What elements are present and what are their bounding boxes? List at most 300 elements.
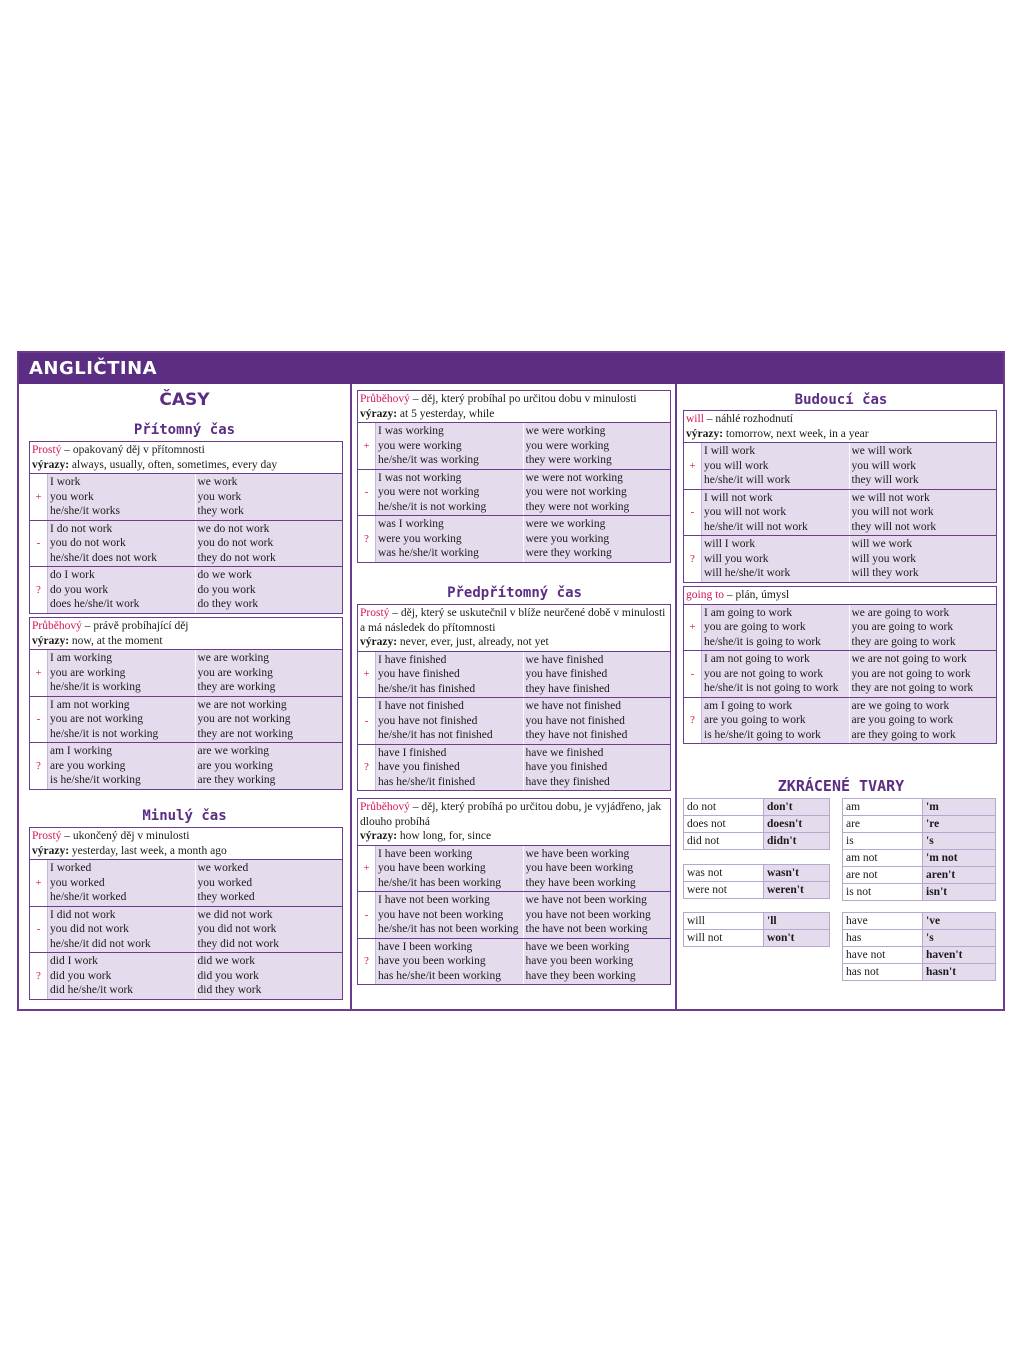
expressions-text: now, at the moment [69, 634, 163, 647]
sign-marker: - [358, 470, 376, 516]
conjugation-form: he/she/it is not going to work [704, 682, 839, 694]
conjugation-form: you were working [378, 439, 462, 452]
conjugation-form: we will work [851, 445, 913, 457]
short-forms-was [683, 864, 830, 899]
full-form: will not [684, 930, 764, 946]
tense-info [684, 411, 996, 443]
conjugation-form: we have not finished [525, 700, 621, 712]
sign-marker: - [358, 892, 376, 938]
conjugation-form: have we finished [525, 746, 604, 759]
conjugation-form: you did not work [197, 923, 277, 935]
contracted-form: 'll [764, 913, 829, 929]
conjugation-form: you are working [50, 666, 126, 679]
conjugation-cell-right [524, 745, 671, 791]
conjugation-form: I have not been working [378, 894, 490, 906]
sign-marker: ? [30, 953, 48, 999]
conjugation-form: he/she/it worked [50, 891, 127, 903]
short-form-row [684, 913, 829, 929]
past-progressive-block [357, 390, 671, 563]
expressions-label: výrazy: [360, 830, 398, 842]
conjugation-form: he/she/it is going to work [704, 635, 821, 648]
conjugation-form: were you working [525, 532, 610, 545]
short-form-row [684, 832, 829, 849]
short-forms-have [842, 912, 996, 981]
conjugation-cell-left [702, 698, 850, 744]
conjugation-cell-right [196, 860, 343, 906]
conjugation-form: I have finished [378, 653, 447, 666]
full-form: has [843, 930, 923, 946]
conjugation-cell-right [196, 650, 343, 696]
conjugation-cell-left [376, 652, 524, 698]
expressions-text: never, ever, just, already, not yet [397, 636, 549, 648]
contracted-form: 's [923, 833, 995, 849]
conjugation-cell-left [376, 698, 524, 744]
contracted-form: aren't [923, 867, 995, 883]
conjugation-form: you did not work [50, 923, 129, 935]
conjugation-form: will we work [851, 538, 913, 550]
conjugation-form: we were working [525, 425, 606, 437]
contracted-form: isn't [923, 884, 995, 900]
conjugation-form: we have finished [525, 653, 604, 666]
future-will-block [683, 410, 997, 583]
full-form: do not [684, 799, 764, 815]
conjugation-form: they are working [197, 681, 276, 693]
conjugation-row [358, 697, 670, 744]
conjugation-form: he/she/it does not work [50, 551, 157, 564]
tense-info [30, 828, 342, 860]
expressions-label: výrazy: [360, 407, 398, 420]
conjugation-form: I have not finished [378, 700, 464, 712]
conjugation-row [684, 535, 996, 582]
conjugation-row [30, 566, 342, 613]
sign-marker: + [358, 846, 376, 892]
conjugation-form: you have been working [525, 862, 634, 874]
conjugation-row [684, 605, 996, 651]
conjugation-cell-left [376, 745, 524, 791]
tense-description: – náhlé rozhodnutí [703, 413, 793, 425]
short-form-row [843, 963, 995, 980]
conjugation-form: they did not work [197, 937, 279, 950]
expressions-label: výrazy: [686, 427, 724, 440]
full-form: are [843, 816, 923, 832]
conjugation-form: have they been working [525, 969, 636, 982]
conjugation-row [358, 744, 670, 791]
future-going-to-block [683, 586, 997, 744]
conjugation-form: are we working [197, 745, 270, 757]
conjugation-form: am I working [50, 745, 112, 757]
sign-marker: + [30, 650, 48, 696]
conjugation-form: I am going to work [704, 606, 793, 619]
conjugation-cell-right [850, 698, 997, 744]
sheet-title: ANGLIČTINA [29, 358, 158, 379]
sign-marker: + [684, 605, 702, 651]
conjugation-form: have you finished [378, 761, 460, 773]
conjugation-form: they will not work [851, 520, 937, 533]
expressions-label: výrazy: [360, 636, 398, 648]
sign-marker: ? [358, 745, 376, 791]
present-perfect-simple-block [357, 604, 671, 791]
conjugation-cell-left [702, 651, 850, 697]
conjugation-form: does he/she/it work [50, 598, 140, 610]
conjugation-cell-right [524, 423, 671, 469]
conjugation-form: were they working [525, 547, 612, 559]
conjugation-form: they will work [851, 474, 919, 486]
conjugation-form: are they working [197, 774, 276, 786]
conjugation-form: I work [50, 476, 81, 488]
conjugation-form: I worked [50, 862, 92, 874]
full-form: have not [843, 947, 923, 963]
conjugation-row [358, 515, 670, 562]
full-form: is not [843, 884, 923, 900]
short-form-row [843, 815, 995, 832]
sign-marker: - [358, 698, 376, 744]
tense-description: – děj, který probíhá po určitou dobu, je vyjádřeno, jak dlouho probíhá [360, 801, 662, 828]
tense-info [358, 391, 670, 423]
conjugation-row [30, 474, 342, 520]
contracted-form: 're [923, 816, 995, 832]
conjugation-form: did I work [50, 955, 98, 967]
conjugation-cell-right [524, 939, 671, 985]
conjugation-form: has he/she/it been working [378, 969, 501, 982]
short-form-row [843, 866, 995, 883]
short-forms-be [842, 798, 996, 901]
conjugation-form: you are going to work [851, 621, 954, 633]
conjugation-form: we will not work [851, 491, 930, 504]
conjugation-cell-right [850, 443, 997, 489]
conjugation-row [358, 469, 670, 516]
conjugation-form: you do not work [50, 537, 126, 549]
conjugation-row [358, 846, 670, 892]
conjugation-form: you will not work [704, 506, 787, 518]
conjugation-cell-right [850, 651, 997, 697]
full-form: does not [684, 816, 764, 832]
conjugation-form: have you been working [378, 955, 486, 967]
tense-type-label: Prostý [32, 444, 62, 456]
section-title-tenses: ČASY [159, 390, 210, 410]
conjugation-row [30, 952, 342, 999]
conjugation-form: he/she/it will not work [704, 520, 808, 533]
conjugation-cell-left [48, 953, 196, 999]
tense-description: – opakovaný děj v přítomnosti [61, 444, 205, 456]
sign-marker: + [358, 652, 376, 698]
full-form: will [684, 913, 764, 929]
conjugation-cell-left [376, 470, 524, 516]
conjugation-cell-right [850, 490, 997, 536]
expressions-text: tomorrow, next week, in a year [723, 427, 869, 440]
contracted-form: won't [764, 930, 829, 946]
short-form-row [843, 799, 995, 815]
full-form: am [843, 799, 923, 815]
conjugation-form: they have been working [525, 876, 636, 889]
conjugation-form: he/she/it has finished [378, 682, 476, 695]
conjugation-form: you are not going to work [704, 667, 824, 680]
conjugation-form: he/she/it has not been working [378, 923, 519, 935]
conjugation-form: he/she/it did not work [50, 937, 151, 950]
conjugation-form: have I been working [378, 940, 473, 953]
expressions-label: výrazy: [32, 844, 70, 857]
conjugation-cell-right [196, 953, 343, 999]
expressions-label: výrazy: [32, 634, 70, 647]
tense-info [30, 618, 342, 650]
conjugation-cell-right [850, 605, 997, 651]
present-simple-block [29, 441, 343, 614]
conjugation-row [30, 696, 342, 743]
conjugation-form: you will work [851, 459, 917, 472]
conjugation-form: he/she/it is not working [50, 727, 159, 740]
conjugation-form: he/she/it will work [704, 474, 791, 486]
conjugation-form: have I finished [378, 746, 447, 759]
conjugation-form: he/she/it is working [50, 681, 141, 693]
short-forms-title: ZKRÁCENÉ TVARY [777, 777, 905, 795]
tense-type-label: Průběhový [32, 620, 82, 632]
conjugation-cell-left [702, 490, 850, 536]
conjugation-form: I do not work [50, 522, 113, 535]
conjugation-cell-right [196, 743, 343, 789]
conjugation-cell-right [524, 846, 671, 892]
column-right [675, 384, 1005, 1009]
conjugation-form: are you going to work [851, 714, 954, 726]
conjugation-cell-left [376, 939, 524, 985]
conjugation-cell-left [702, 536, 850, 582]
tense-description: – děj, který se uskutečnil v blíže neurčené době v minulosti a má následek do přítomnosti [360, 607, 666, 634]
conjugation-form: did you work [197, 969, 259, 982]
conjugation-form: he/she/it has not finished [378, 729, 493, 741]
conjugation-form: were we working [525, 518, 606, 530]
conjugation-form: you were not working [378, 486, 480, 498]
conjugation-cell-left [48, 697, 196, 743]
short-form-row [843, 946, 995, 963]
conjugation-form: you have been working [378, 862, 486, 874]
sign-marker: ? [358, 516, 376, 562]
short-form-row [843, 929, 995, 946]
conjugation-form: I am working [50, 652, 112, 664]
conjugation-cell-right [196, 474, 343, 520]
conjugation-cell-right [196, 521, 343, 567]
conjugation-row [358, 423, 670, 469]
conjugation-form: you worked [197, 876, 253, 889]
full-form: is [843, 833, 923, 849]
tense-info [684, 587, 996, 605]
conjugation-form: are you going to work [704, 714, 806, 726]
conjugation-form: are we going to work [851, 699, 950, 712]
conjugation-cell-right [196, 697, 343, 743]
sign-marker: - [684, 651, 702, 697]
column-middle [350, 384, 677, 1009]
conjugation-cell-left [48, 474, 196, 520]
tense-type-label: Prostý [32, 830, 62, 842]
conjugation-cell-left [702, 605, 850, 651]
conjugation-form: they are going to work [851, 635, 956, 648]
tense-description: – ukončený děj v minulosti [61, 830, 190, 842]
conjugation-form: we have not been working [525, 894, 647, 906]
sign-marker: - [684, 490, 702, 536]
full-form: did not [684, 833, 764, 849]
conjugation-row [684, 489, 996, 536]
full-form: have [843, 913, 923, 929]
expressions-text: yesterday, last week, a month ago [69, 844, 227, 857]
conjugation-cell-left [48, 860, 196, 906]
tense-description: – děj, který probíhal po určitou dobu v minulosti [409, 393, 637, 405]
contracted-form: 've [923, 913, 995, 929]
conjugation-row [30, 742, 342, 789]
conjugation-form: he/she/it has been working [378, 876, 501, 889]
conjugation-form: will he/she/it work [704, 567, 791, 579]
conjugation-cell-right [196, 907, 343, 953]
tense-type-label: will [686, 413, 704, 425]
conjugation-form: have they finished [525, 775, 610, 788]
short-forms-do [683, 798, 830, 850]
conjugation-form: did he/she/it work [50, 984, 134, 996]
conjugation-form: did we work [197, 955, 255, 967]
expressions-label: výrazy: [32, 458, 70, 471]
expressions-text: at 5 yesterday, while [397, 407, 495, 420]
conjugation-form: I am not working [50, 698, 130, 711]
conjugation-form: you are working [197, 666, 273, 679]
conjugation-form: you are not working [197, 713, 291, 725]
contracted-form: weren't [764, 882, 829, 898]
conjugation-row [30, 906, 342, 953]
sign-marker: - [30, 907, 48, 953]
present-progressive-block [29, 617, 343, 790]
conjugation-form: I was working [378, 425, 444, 437]
conjugation-cell-right [524, 470, 671, 516]
conjugation-form: we worked [197, 862, 249, 874]
conjugation-form: they have not finished [525, 729, 628, 741]
contracted-form: don't [764, 799, 829, 815]
contracted-form: hasn't [923, 964, 995, 980]
conjugation-cell-left [48, 650, 196, 696]
conjugation-form: we did not work [197, 908, 273, 921]
tense-type-label: going to [686, 589, 725, 601]
conjugation-form: have you been working [525, 955, 634, 967]
expressions-text: always, usually, often, sometimes, every day [69, 458, 278, 471]
conjugation-form: I will work [704, 445, 756, 457]
conjugation-form: you have not been working [525, 908, 651, 921]
conjugation-form: do we work [197, 569, 252, 581]
conjugation-form: will they work [851, 567, 919, 579]
contracted-form: 's [923, 930, 995, 946]
short-form-row [684, 799, 829, 815]
sign-marker: ? [684, 536, 702, 582]
conjugation-form: they work [197, 505, 244, 517]
expressions-text: how long, for, since [397, 830, 492, 842]
conjugation-form: they do not work [197, 551, 276, 564]
conjugation-row [30, 860, 342, 906]
past-simple-block [29, 827, 343, 1000]
tense-description: – právě probíhající děj [81, 620, 189, 632]
short-form-row [684, 865, 829, 881]
contracted-form: 'm not [923, 850, 995, 866]
conjugation-form: will you work [851, 552, 917, 565]
conjugation-form: you have finished [378, 668, 460, 680]
conjugation-form: did you work [50, 969, 112, 982]
conjugation-form: are they going to work [851, 728, 956, 741]
conjugation-form: we work [197, 476, 238, 488]
conjugation-form: do you work [50, 583, 109, 596]
conjugation-form: you were working [525, 439, 610, 452]
conjugation-cell-right [524, 698, 671, 744]
conjugation-form: you worked [50, 876, 105, 889]
sign-marker: + [358, 423, 376, 469]
conjugation-form: you work [50, 490, 94, 503]
conjugation-form: we have been working [525, 847, 630, 860]
conjugation-form: they are not working [197, 727, 293, 740]
conjugation-row [684, 697, 996, 744]
conjugation-form: is he/she/it going to work [704, 728, 821, 741]
short-form-row [684, 881, 829, 898]
tense-info [358, 799, 670, 846]
sign-marker: + [684, 443, 702, 489]
short-form-row [843, 832, 995, 849]
conjugation-form: were you working [378, 532, 462, 545]
conjugation-row [684, 650, 996, 697]
conjugation-form: is he/she/it working [50, 774, 141, 786]
full-form: has not [843, 964, 923, 980]
conjugation-cell-right [524, 892, 671, 938]
conjugation-cell-right [524, 516, 671, 562]
contracted-form: 'm [923, 799, 995, 815]
conjugation-form: you will work [704, 459, 769, 472]
conjugation-cell-right [850, 536, 997, 582]
conjugation-cell-left [702, 443, 850, 489]
conjugation-form: you have finished [525, 668, 608, 680]
sign-marker: ? [358, 939, 376, 985]
conjugation-cell-left [376, 516, 524, 562]
conjugation-form: they have finished [525, 682, 610, 695]
sign-marker: ? [30, 567, 48, 613]
conjugation-form: they are not going to work [851, 682, 974, 694]
conjugation-form: we are not going to work [851, 653, 967, 665]
conjugation-form: you are not working [50, 713, 143, 725]
conjugation-form: we were not working [525, 471, 623, 484]
conjugation-form: I have been working [378, 847, 473, 860]
sign-marker: + [30, 474, 48, 520]
conjugation-cell-left [376, 846, 524, 892]
conjugation-form: am I going to work [704, 699, 793, 712]
conjugation-form: do I work [50, 569, 95, 581]
full-form: were not [684, 882, 764, 898]
conjugation-form: will you work [704, 552, 769, 565]
short-form-row [843, 913, 995, 929]
conjugation-cell-left [48, 907, 196, 953]
full-form: are not [843, 867, 923, 883]
conjugation-row [358, 938, 670, 985]
conjugation-form: do they work [197, 598, 259, 610]
present-perfect-progressive-block [357, 798, 671, 985]
short-form-row [684, 929, 829, 946]
short-form-row [843, 849, 995, 866]
tense-type-label: Prostý [360, 607, 390, 619]
conjugation-form: I did not work [50, 908, 116, 921]
conjugation-form: was he/she/it working [378, 547, 479, 559]
conjugation-form: he/she/it works [50, 505, 120, 517]
conjugation-form: he/she/it was working [378, 454, 479, 466]
sign-marker: ? [30, 743, 48, 789]
conjugation-cell-right [524, 652, 671, 698]
conjugation-form: they were working [525, 454, 612, 466]
conjugation-form: did they work [197, 984, 262, 996]
full-form: was not [684, 865, 764, 881]
short-forms-will [683, 912, 830, 947]
present-tense-title: Přítomný čas [133, 422, 236, 438]
conjugation-form: he/she/it is not working [378, 500, 487, 513]
conjugation-cell-left [48, 567, 196, 613]
conjugation-form: have you finished [525, 761, 608, 773]
conjugation-form: we do not work [197, 522, 270, 535]
tense-type-label: Průběhový [360, 393, 410, 405]
sign-marker: + [30, 860, 48, 906]
conjugation-form: we are going to work [851, 606, 950, 619]
